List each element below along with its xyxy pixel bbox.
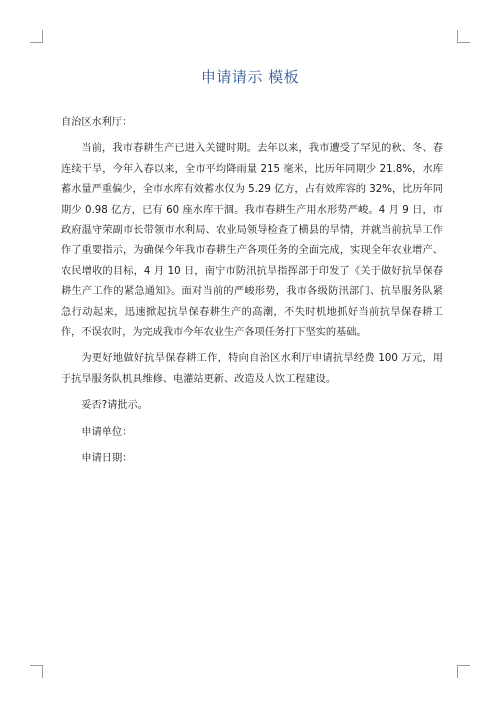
closing-request: 妥否?请批示。 bbox=[81, 400, 148, 412]
applicant-label: 申请单位： bbox=[81, 426, 133, 438]
body-paragraph-1: 当前，我市春耕生产已进入关键时期。去年以来，我市遭受了罕见的秋、冬、春连续干旱，今年入春以来，全市平均降雨量 215 毫米，比历年同期少 21.8%，水库蓄水量严重偏少，全市水库有效蓄水仅为 5.29 亿方，占有效库容的 32%，比历年同期少 0.98 亿方，已有 60 座水库干涸。我市春耕生产用水形势严峻。4 月 9 日，市政府温守荣副市长带领市水利局、农业局领导检查了横县的旱情，并就当前抗旱工作作了重要指示，为确保今年我市春耕生产各项任务的全面完成，实现全年农业增产、农民增收的目标，4 月 10 日，南宁市防汛抗旱指挥部于印发了《关于做好抗旱保春耕生产工作的紧急通知》。面对当前的严峻形势，我市各级防汛部门、抗旱服务队紧急行动起来，迅速掀起抗旱保春耕生产的高潮，不失时机地抓好当前抗旱保春耕工作，不误农时，为完成我市今年农业生产各项任务打下坚实的基础。 bbox=[61, 143, 443, 339]
document-title: 申请请示 模板 bbox=[200, 68, 300, 86]
body-paragraph-2: 为更好地做好抗旱保春耕工作，特向自治区水利厅申请抗旱经费 100 万元，用于抗旱服务队机具维修、电灌站更新、改造及人饮工程建设。 bbox=[61, 353, 443, 385]
crop-mark-top-right bbox=[457, 30, 470, 43]
recipient-line: 自治区水利厅： bbox=[61, 117, 133, 128]
crop-mark-bottom-right bbox=[457, 665, 470, 678]
crop-mark-top-left bbox=[30, 30, 43, 43]
document-body bbox=[61, 113, 443, 475]
date-label: 申请日期： bbox=[81, 453, 133, 465]
crop-mark-bottom-left bbox=[30, 665, 43, 678]
